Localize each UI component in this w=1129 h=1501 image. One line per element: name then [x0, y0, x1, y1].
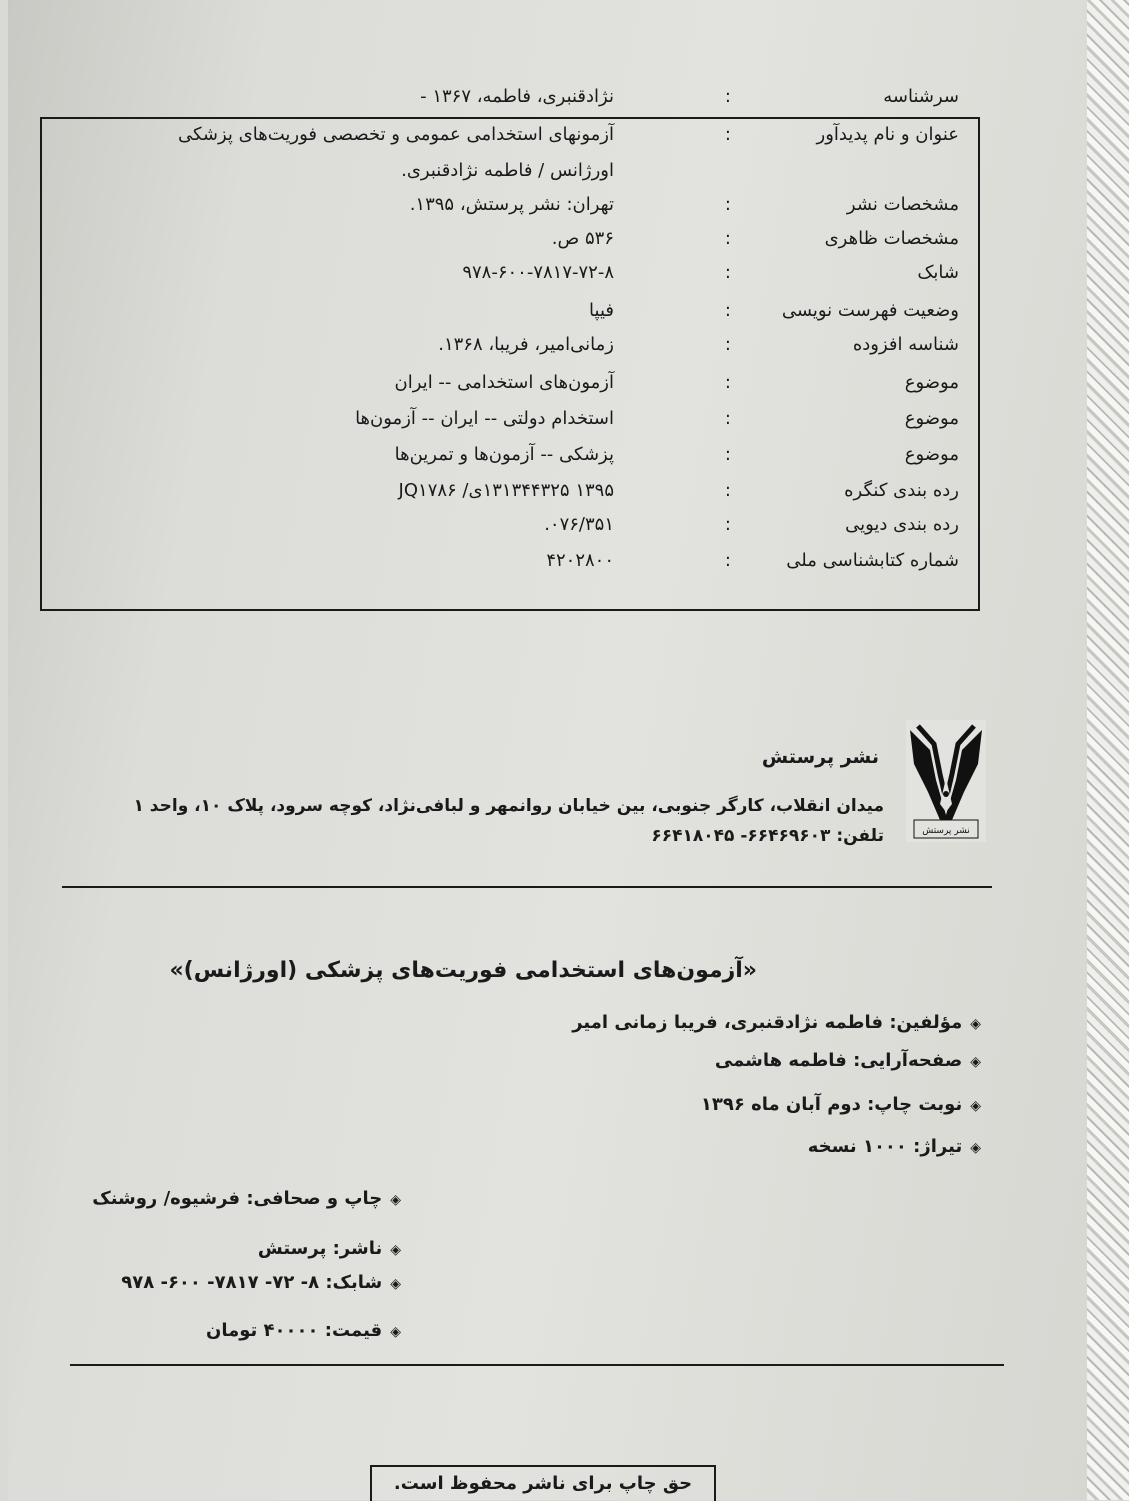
- diamond-bullet-icon: ◈: [970, 1140, 981, 1156]
- copyright-notice: حق چاپ برای ناشر محفوظ است.: [370, 1465, 716, 1501]
- cip-colon: :: [724, 194, 731, 215]
- printing-publisher: ناشر: پرستش: [257, 1238, 383, 1259]
- cip-value-continued: اورژانس / فاطمه نژادقنبری.: [401, 160, 614, 181]
- publisher-address: میدان انقلاب، کارگر جنوبی، بین خیابان روانمهر و لبافی‌نژاد، کوچه سرود، پلاک ۱۰، واحد ۱: [133, 796, 884, 816]
- credit-edition: نوبت چاپ: دوم آبان ماه ۱۳۹۶: [700, 1094, 963, 1115]
- cip-colon: :: [724, 300, 731, 321]
- diamond-bullet-icon: ◈: [970, 1016, 981, 1032]
- book-title: «آزمون‌های استخدامی فوریت‌های پزشکی (اورژانس)»: [169, 958, 757, 983]
- cip-label: شناسه افزوده: [852, 334, 959, 355]
- cip-colon: :: [724, 514, 731, 535]
- cip-value: تهران: نشر پرستش، ۱۳۹۵.: [409, 194, 614, 215]
- cip-label: شماره کتابشناسی ملی: [786, 550, 959, 571]
- cip-box: [40, 117, 980, 611]
- credit-authors: مؤلفین: فاطمه نژادقنبری، فریبا زمانی امیر: [572, 1012, 963, 1033]
- cip-value: ۹۷۸-۶۰۰-۷۸۱۷-۷۲-۸: [462, 262, 614, 283]
- cip-colon: :: [724, 334, 731, 355]
- publisher-phone: تلفن: ۶۶۴۶۹۶۰۳- ۶۶۴۱۸۰۴۵: [651, 826, 884, 846]
- credit-line: [715, 1050, 981, 1071]
- cip-value: ۵۳۶ ص.: [551, 228, 614, 249]
- diamond-bullet-icon: ◈: [390, 1324, 401, 1340]
- cip-value: ۰۷۶/۳۵۱.: [544, 514, 614, 535]
- cip-value: فیپا: [589, 300, 614, 321]
- cip-colon: :: [724, 124, 731, 145]
- printing-isbn: شابک: ۸- ۷۲- ۷۸۱۷- ۶۰۰- ۹۷۸: [121, 1272, 383, 1293]
- cip-label: موضوع: [904, 444, 959, 465]
- divider-top: [62, 886, 992, 888]
- credit-layout: صفحه‌آرایی: فاطمه هاشمی: [714, 1050, 963, 1071]
- logo-text: نشر پرستش: [922, 826, 970, 836]
- printing-line: [258, 1238, 401, 1259]
- diamond-bullet-icon: ◈: [970, 1098, 981, 1114]
- background-fabric: [1087, 0, 1129, 1500]
- diamond-bullet-icon: ◈: [390, 1192, 401, 1208]
- diamond-bullet-icon: ◈: [390, 1242, 401, 1258]
- cip-label: مشخصات ظاهری: [824, 228, 959, 249]
- cip-label: موضوع: [904, 408, 959, 429]
- cip-value: آزمونهای استخدامی عمومی و تخصصی فوریت‌های پزشکی: [177, 124, 614, 145]
- cip-colon: :: [724, 444, 731, 465]
- cip-label: عنوان و نام پدیدآور: [816, 124, 959, 145]
- cip-colon: :: [724, 550, 731, 571]
- credit-line: [572, 1012, 981, 1033]
- printing-printer: چاپ و صحافی: فرشیوه/ روشنک: [92, 1188, 383, 1209]
- cip-value: نژادقنبری، فاطمه، ۱۳۶۷ -: [420, 86, 614, 107]
- cip-value: ۴۲۰۲۸۰۰: [546, 550, 614, 571]
- cip-label: رده بندی کنگره: [844, 480, 959, 501]
- divider-bottom: [70, 1364, 1004, 1366]
- credit-line: [701, 1094, 981, 1115]
- cip-label: سرشناسه: [883, 86, 959, 107]
- diamond-bullet-icon: ◈: [390, 1276, 401, 1292]
- hands-pen-nib-logo-icon: [906, 720, 986, 842]
- cip-label: موضوع: [904, 372, 959, 393]
- diamond-bullet-icon: ◈: [970, 1054, 981, 1070]
- cip-value: زمانی‌امیر، فریبا، ۱۳۶۸.: [438, 334, 614, 355]
- cip-colon: :: [724, 86, 731, 107]
- cip-label: وضعیت فهرست نویسی: [781, 300, 959, 321]
- cip-value: پزشکی -- آزمون‌ها و تمرین‌ها: [394, 444, 614, 465]
- printing-line: [92, 1188, 401, 1209]
- printing-line: [121, 1272, 401, 1293]
- cip-colon: :: [724, 262, 731, 283]
- cip-colon: :: [724, 372, 731, 393]
- credit-print-run: تیراژ: ۱۰۰۰ نسخه: [807, 1136, 963, 1157]
- printing-price: قیمت: ۴۰۰۰۰ تومان: [205, 1320, 383, 1341]
- cip-value: ۱۳۹۵ ۱۳۱۳۴۴۳۲۵ی/ JQ۱۷۸۶: [398, 480, 614, 501]
- cip-value: استخدام دولتی -- ایران -- آزمون‌ها: [355, 408, 614, 429]
- cip-colon: :: [724, 408, 731, 429]
- cip-colon: :: [724, 228, 731, 249]
- cip-label: شابک: [917, 262, 959, 283]
- cip-value: آزمون‌های استخدامی -- ایران: [394, 372, 614, 393]
- publisher-name: نشر پرستش: [761, 746, 879, 768]
- printing-line: [206, 1320, 401, 1341]
- cip-label: مشخصات نشر: [846, 194, 959, 215]
- cip-colon: :: [724, 480, 731, 501]
- cip-label: رده بندی دیویی: [845, 514, 959, 535]
- credit-line: [808, 1136, 981, 1157]
